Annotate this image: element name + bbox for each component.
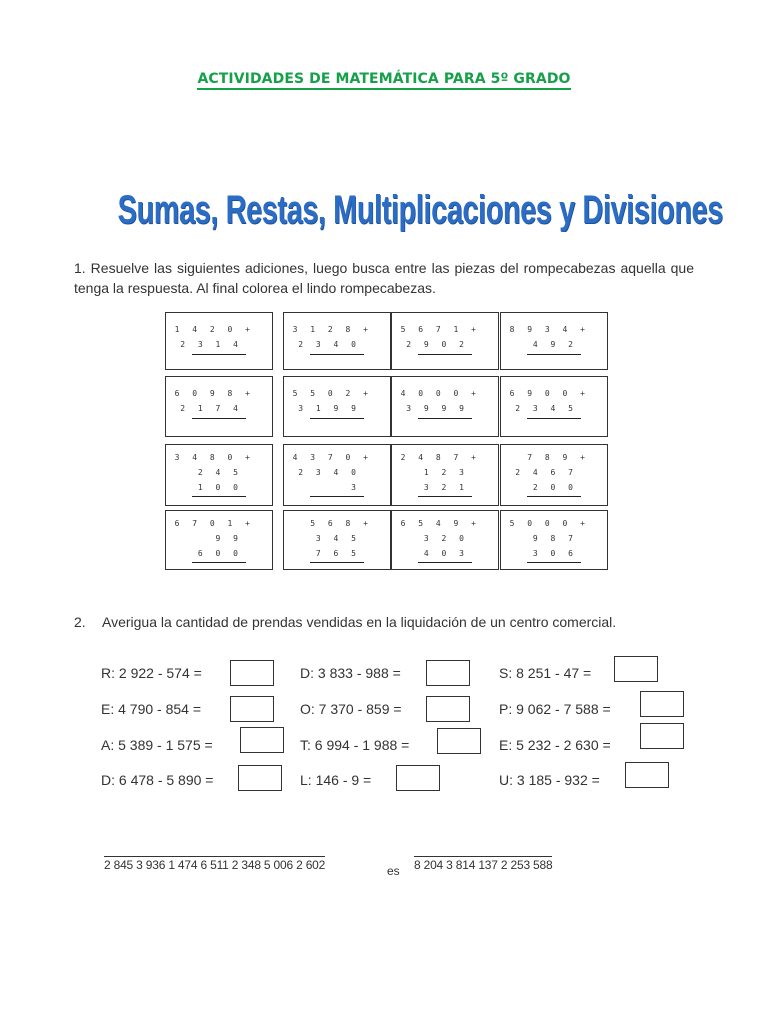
operand-line: 2 3 4 0 [298, 468, 360, 477]
answer-box[interactable] [240, 727, 284, 753]
operand-line: 8 9 3 4 + [509, 325, 589, 334]
operand-line: 2 3 4 5 [515, 404, 577, 413]
sum-line [192, 354, 246, 355]
sum-line [192, 418, 246, 419]
operand-line: 4 9 2 [532, 340, 577, 349]
operand-line: 2 4 6 7 [515, 468, 577, 477]
puzzle-card [283, 510, 391, 570]
operand-line: 3 2 0 [423, 534, 468, 543]
equation-p: P: 9 062 - 7 588 = [499, 701, 611, 717]
operand-line: 4 0 0 0 + [400, 389, 480, 398]
puzzle-card [500, 376, 608, 437]
operand-line: 1 4 2 0 + [174, 325, 254, 334]
operand-line: 5 0 0 0 + [509, 519, 589, 528]
operand-line: 3 4 8 0 + [174, 453, 254, 462]
operand-line: 6 0 9 8 + [174, 389, 254, 398]
operand-line: 1 0 0 [197, 483, 242, 492]
sum-line [527, 562, 581, 563]
answer-box[interactable] [640, 723, 684, 749]
puzzle-card [283, 444, 391, 506]
puzzle-card [283, 376, 391, 437]
operand-line: 4 0 3 [423, 549, 468, 558]
equation-d: D: 3 833 - 988 = [300, 665, 401, 681]
worksheet-header: ACTIVIDADES DE MATEMÁTICA PARA 5º GRADO [0, 70, 768, 88]
operand-line: 2 4 5 [197, 468, 242, 477]
operand-line: 2 4 8 7 + [400, 453, 480, 462]
operand-line: 5 6 8 + [310, 519, 372, 528]
answer-box[interactable] [426, 660, 470, 686]
operand-line: 6 5 4 9 + [400, 519, 480, 528]
puzzle-card [391, 444, 499, 506]
operand-line: 9 9 [215, 534, 242, 543]
operand-line: 3 2 1 [423, 483, 468, 492]
operand-line: 2 0 0 [532, 483, 577, 492]
answer-box[interactable] [230, 660, 274, 686]
operand-line: 6 9 0 0 + [509, 389, 589, 398]
sum-line [418, 354, 472, 355]
operand-line: 6 0 0 [197, 549, 242, 558]
operand-line: 5 5 0 2 + [292, 389, 372, 398]
operand-line: 7 8 9 + [527, 453, 589, 462]
operand-line: 7 6 5 [315, 549, 360, 558]
question-2-instructions: 2. Averigua la cantidad de prendas vendidas en la liquidación de un centro comercial. [74, 614, 617, 630]
sum-line [192, 496, 246, 497]
equation-t: T: 6 994 - 1 988 = [300, 737, 410, 753]
puzzle-card [283, 312, 391, 370]
sum-line [310, 496, 364, 497]
answer-box[interactable] [614, 656, 658, 682]
sum-line [418, 418, 472, 419]
puzzle-card [500, 510, 608, 570]
equation-s: S: 8 251 - 47 = [499, 665, 592, 681]
equation-l: L: 146 - 9 = [300, 772, 372, 788]
operand-line: 2 9 0 2 [406, 340, 468, 349]
operand-line: 4 3 7 0 + [292, 453, 372, 462]
puzzle-card [165, 376, 273, 437]
operand-line: 3 4 5 [315, 534, 360, 543]
puzzle-card [165, 510, 273, 570]
operand-line: 1 2 3 [423, 468, 468, 477]
puzzle-card [165, 444, 273, 506]
equation-a: A: 5 389 - 1 575 = [101, 737, 213, 753]
answer-box[interactable] [625, 762, 669, 788]
puzzle-card [500, 444, 608, 506]
operand-line: 2 3 1 4 [180, 340, 242, 349]
sum-line [527, 418, 581, 419]
answer-box[interactable] [640, 691, 684, 717]
equation-u: U: 3 185 - 932 = [499, 772, 600, 788]
operand-line: 2 3 4 0 [298, 340, 360, 349]
sum-line [527, 354, 581, 355]
answer-code-left: 2 845 3 936 1 474 6 511 2 348 5 006 2 602 [104, 858, 326, 872]
equation-e2: E: 5 232 - 2 630 = [499, 737, 611, 753]
equation-e: E: 4 790 - 854 = [101, 701, 202, 717]
sum-line [310, 354, 364, 355]
puzzle-card [500, 312, 608, 370]
puzzle-card [391, 376, 499, 437]
operand-line: 6 7 0 1 + [174, 519, 254, 528]
operand-line: 9 8 7 [532, 534, 577, 543]
answer-box[interactable] [396, 765, 440, 791]
operand-line: 3 1 9 9 [298, 404, 360, 413]
answer-box[interactable] [238, 765, 282, 791]
puzzle-card [391, 312, 499, 370]
operand-line: 3 1 2 8 + [292, 325, 372, 334]
equation-r: R: 2 922 - 574 = [101, 665, 202, 681]
answer-box[interactable] [437, 728, 481, 754]
answer-box[interactable] [426, 696, 470, 722]
answer-box[interactable] [230, 696, 274, 722]
operand-line: 3 0 6 [532, 549, 577, 558]
sum-line [310, 562, 364, 563]
sum-line [418, 496, 472, 497]
sum-line [310, 418, 364, 419]
answer-code-right: 8 204 3 814 137 2 253 588 [414, 858, 553, 872]
sum-line [192, 562, 246, 563]
equation-o: O: 7 370 - 859 = [300, 701, 402, 717]
puzzle-card [165, 312, 273, 370]
operand-line: 3 [351, 483, 360, 492]
operand-line: 3 9 9 9 [406, 404, 468, 413]
sum-line [418, 562, 472, 563]
connector-es: es [387, 864, 400, 878]
operand-line: 5 6 7 1 + [400, 325, 480, 334]
operand-line: 2 1 7 4 [180, 404, 242, 413]
puzzle-card [391, 510, 499, 570]
equation-d2: D: 6 478 - 5 890 = [101, 772, 214, 788]
sum-line [527, 496, 581, 497]
question-1-instructions: 1. Resuelve las siguientes adiciones, luego busca entre las piezas del rompecabezas aquella que tenga la respuesta. Al final colorea el lindo rompecabezas. [74, 260, 694, 296]
worksheet-title: Sumas, Restas, Multiplicaciones y Divisiones [117, 188, 723, 232]
